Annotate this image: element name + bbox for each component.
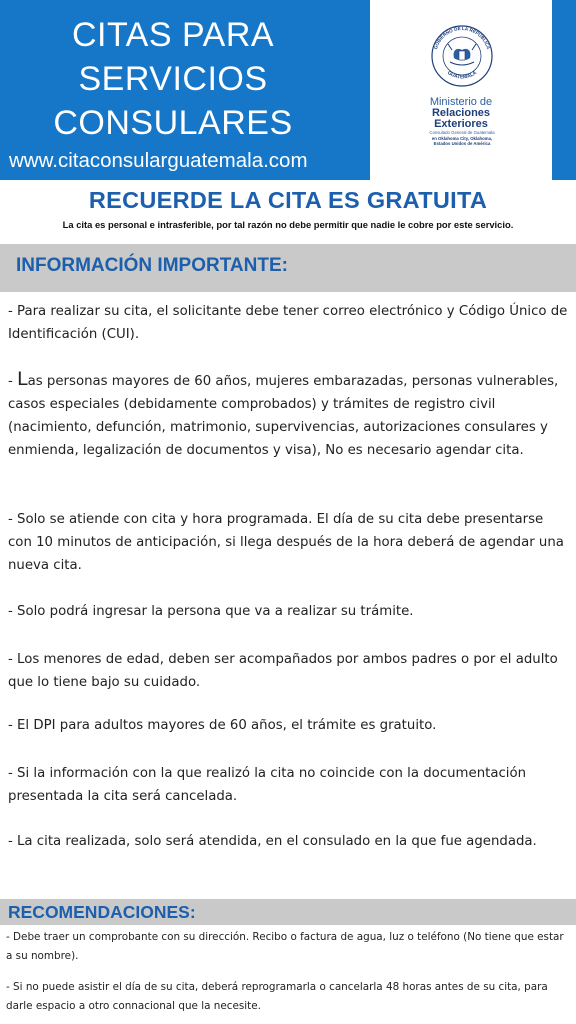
seal-ring-text-top: GOBIERNO DE LA REPÚBLICA: [432, 25, 492, 50]
info-item-only-applicant: - Solo podrá ingresar la persona que va a realizar su trámite.: [8, 604, 414, 619]
guatemala-seal-icon: [422, 20, 502, 88]
ministry-name-line-1: Ministerio de: [429, 96, 493, 108]
recommendations-header: [0, 899, 576, 925]
ministry-name: [370, 97, 552, 130]
svg-text:GUATEMALA: [446, 70, 478, 81]
banner-title-line-2: SERVICIOS: [78, 60, 268, 98]
svg-text:GOBIERNO DE LA REPÚBLICA: [433, 26, 491, 51]
consulate-line-2: en Oklahoma City, Oklahoma,: [431, 135, 493, 141]
free-appointment-title: RECUERDE LA CITA ES GRATUITA: [88, 187, 488, 213]
info-item-assigned-consulate: - La cita realizada, solo será atendida, en el consulado en la que fue agendada.: [8, 834, 537, 849]
info-item-prefix: -: [8, 374, 18, 389]
ministry-name-line-2: Relaciones: [431, 107, 491, 119]
header-banner: [0, 0, 576, 180]
info-item-minors: - Los menores de edad, deben ser acompañados por ambos padres o por el adulto que lo tiene bajo su cuidado.: [8, 652, 558, 690]
info-item-data-mismatch: - Si la información con la que realizó la cita no coincide con la documentación presentada la cita será cancelada.: [8, 766, 527, 804]
info-item-no-appointment-needed: [8, 368, 568, 462]
recommendations-heading: RECOMENDACIONES:: [8, 902, 196, 922]
important-info-header: [0, 244, 576, 292]
header-right-accent: [552, 0, 576, 180]
ministry-name-line-3: Exteriores: [434, 118, 488, 130]
info-item-arrival-time: - Solo se atiende con cita y hora programada. El día de su cita debe presentarse con 10 minutos de anticipación, si llega después de la hora deberá de agendar una nueva cita.: [8, 512, 564, 573]
header-title-panel: [0, 0, 370, 180]
consulate-line-1: Consulado General de Guatemala: [429, 130, 495, 135]
info-item-text: as personas mayores de 60 años, mujeres embarazadas, personas vulnerables, casos especiales (debidamente comprobados) y trámites de registro civil (nacimiento, defunción, matrimonio, supervivencias, autorizaciones consulares y enmienda, legalización de documentos y visa), No es necesario agendar cita.: [8, 374, 559, 458]
important-info-heading: INFORMACIÓN IMPORTANTE:: [16, 255, 288, 276]
info-item-dpi-seniors: - El DPI para adultos mayores de 60 años, el trámite es gratuito.: [8, 718, 437, 733]
recommendation-proof-of-address: - Debe traer un comprobante con su dirección. Recibo o factura de agua, luz o teléfono (No tiene que estar a su nombre).: [6, 931, 564, 962]
info-item-email-cui: - Para realizar su cita, el solicitante debe tener correo electrónico y Código Único de Identificación (CUI).: [8, 304, 568, 342]
consulate-line-3: Estados Unidos de América: [433, 141, 491, 146]
banner-title-line-3: CONSULARES: [53, 104, 293, 142]
info-item-initial: L: [17, 368, 28, 390]
free-appointment-note: La cita es personal e intrasferible, por tal razón no debe permitir que nadie le cobre por este servicio.: [62, 219, 514, 230]
seal-ring-text-bottom: GUATEMALA: [446, 70, 478, 81]
banner-title-line-1: CITAS PARA: [71, 16, 275, 54]
consulate-location: [402, 130, 522, 147]
website-url: www.citaconsularguatemala.com: [9, 149, 308, 172]
ministry-logo-panel: [370, 0, 552, 180]
recommendation-reschedule: - Si no puede asistir el día de su cita, deberá reprogramarla o cancelarla 48 horas antes de su cita, para darle espacio a otro connacional que la necesite.: [6, 981, 548, 1012]
